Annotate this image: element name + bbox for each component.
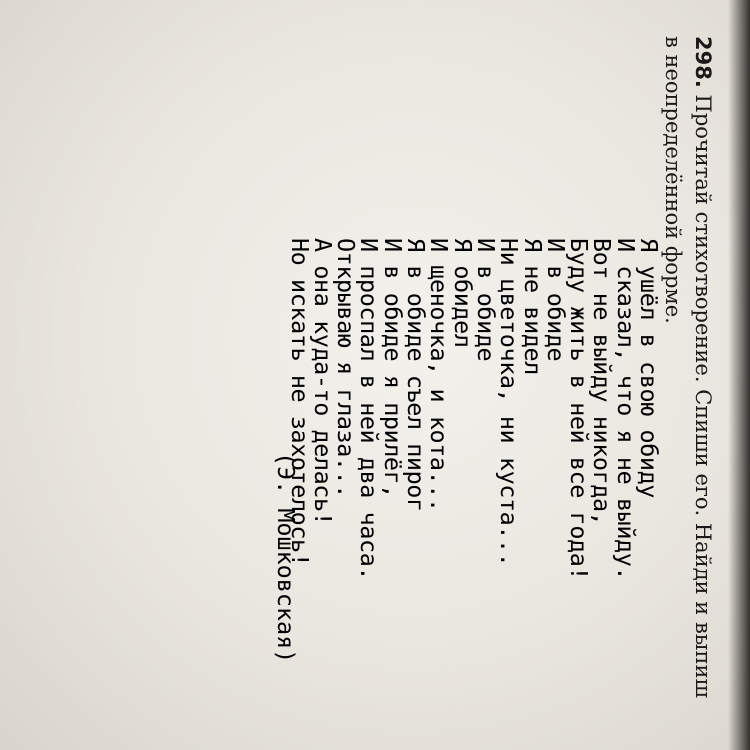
poem-line: Вот не выйду никогда, xyxy=(588,238,617,526)
poem-line: Я ушёл в свою обиду xyxy=(635,238,663,498)
poem-line: И в обиде xyxy=(471,238,500,362)
poem-line: И проспал в ней два часа. xyxy=(355,238,384,581)
poem-line: И в обиде xyxy=(541,238,570,362)
page-edge-shadow xyxy=(728,0,750,750)
poem-line: Буду жить в ней все года! xyxy=(565,238,594,581)
poem-line: Открываю я глаза... xyxy=(332,238,361,498)
poem-author: (Э. Мошковская) xyxy=(272,452,300,664)
exercise-block xyxy=(658,36,718,726)
poem xyxy=(285,238,663,581)
poem-line: И сказал, что я не выйду. xyxy=(611,238,640,581)
poem-line: Я не видел xyxy=(518,238,547,375)
exercise-number: 298. xyxy=(691,36,715,88)
poem-line: И в обиде я прилёг, xyxy=(378,238,407,498)
exercise-instruction-line1: Прочитай стихотворение. Спиши его. Найди и выпиш xyxy=(691,94,715,699)
poem-line: Я в обиде съел пирог xyxy=(402,238,431,512)
exercise-heading xyxy=(688,36,718,726)
exercise-instruction-line2: в неопределённой форме. xyxy=(661,36,685,324)
poem-line: И щеночка, и кота... xyxy=(425,238,454,512)
poem-line: Я обидел xyxy=(448,238,477,348)
poem-line: А она куда-то делась! xyxy=(308,238,337,526)
poem-line: Но искать не захотелось! xyxy=(285,238,314,567)
poem-line: Ни цветочка, ни куста... xyxy=(495,238,524,567)
